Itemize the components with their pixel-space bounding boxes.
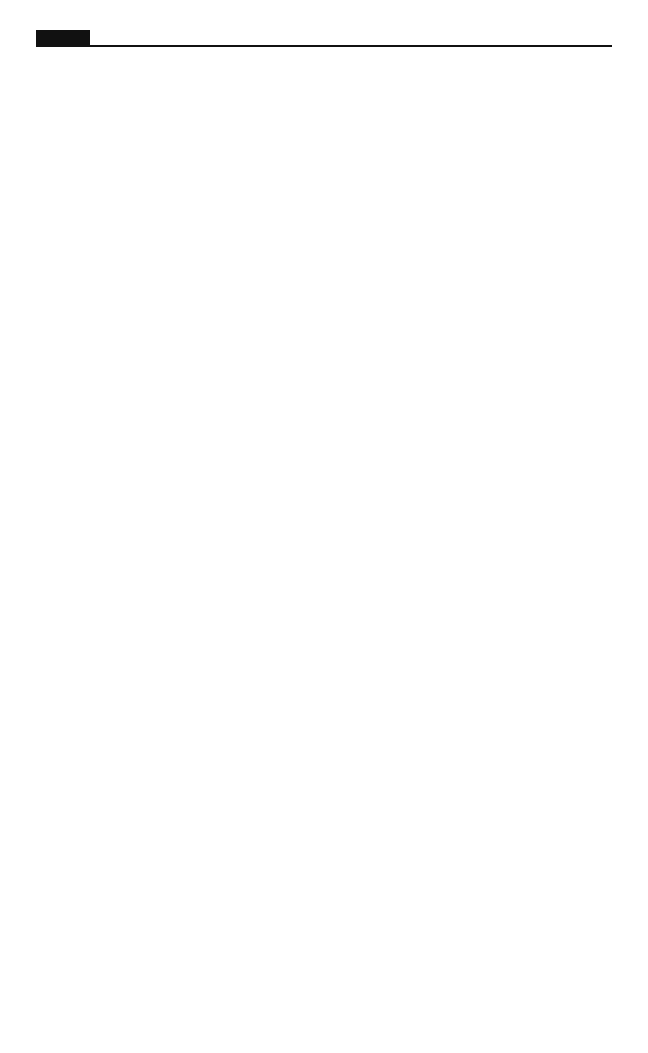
header-rule (36, 45, 612, 47)
part-heading (86, 82, 612, 138)
table-of-contents (86, 58, 612, 138)
header-bar (36, 30, 90, 46)
